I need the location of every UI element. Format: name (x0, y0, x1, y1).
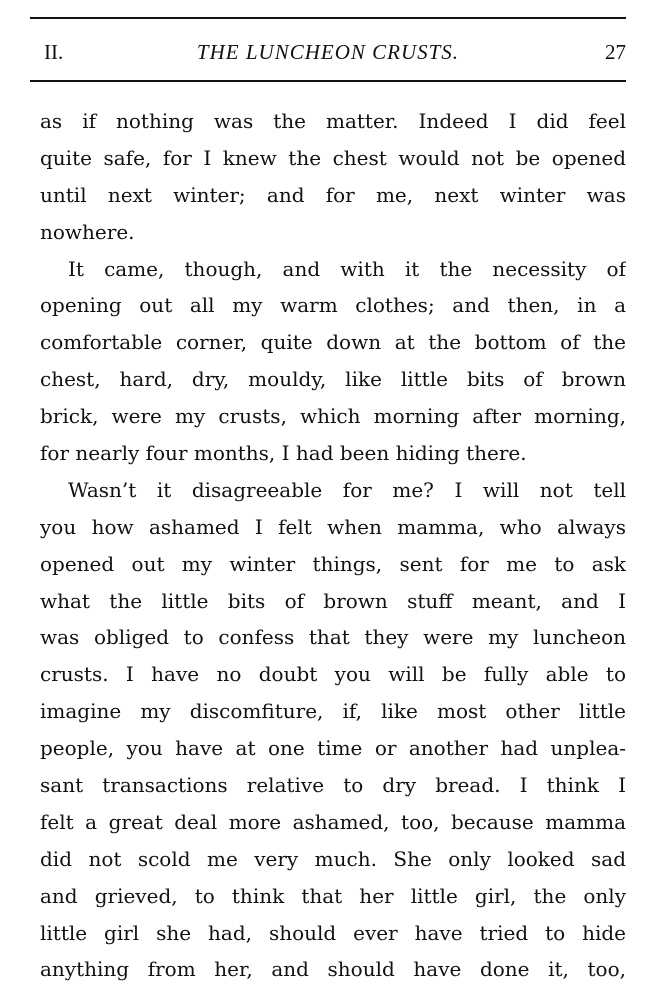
text-line: did not scold me very much. She only looked sad (40, 846, 626, 871)
text-line: little girl she had, should ever have tried to hide (40, 920, 626, 945)
text-line: felt a great deal more ashamed, too, because mamma (40, 809, 626, 834)
text-line: what the little bits of brown stuff meant, and I (40, 588, 626, 613)
text-line: crusts. I have no doubt you will be fully able to (40, 662, 626, 687)
text-line: opening out all my warm clothes; and then, in a (40, 293, 626, 318)
text-line: Wasn’t it disagreeable for me? I will not tell (68, 477, 626, 502)
text-line: comfortable corner, quite down at the bottom of the (40, 330, 626, 355)
header-top-rule (30, 17, 626, 19)
text-line: imagine my discomfiture, if, like most other little (40, 699, 626, 724)
text-line: brick, were my crusts, which morning after morning, (40, 404, 626, 429)
text-line: It came, though, and with it the necessity of (68, 256, 626, 281)
text-line: quite safe, for I knew the chest would not be opened (40, 145, 626, 170)
text-line: until next winter; and for me, next winter was (40, 182, 626, 207)
running-header (30, 40, 626, 70)
running-title: THE LUNCHEON CRUSTS. (196, 40, 460, 64)
text-line: chest, hard, dry, mouldy, like little bits of brown (40, 367, 626, 392)
text-line: people, you have at one time or another had unplea- (40, 736, 626, 761)
text-line: nowhere. (40, 219, 135, 244)
text-line: as if nothing was the matter. Indeed I did feel (40, 109, 626, 133)
text-line: and grieved, to think that her little girl, the only (40, 883, 626, 908)
text-line: was obliged to confess that they were my luncheon (40, 625, 626, 650)
chapter-number: II. (44, 40, 64, 64)
body-text (40, 103, 626, 988)
text-line: for nearly four months, I had been hiding there. (40, 441, 527, 466)
page-number: 27 (605, 40, 626, 64)
text-line: anything from her, and should have done it, too, (40, 957, 626, 982)
header-bottom-rule (30, 80, 626, 82)
text-line: you how ashamed I felt when mamma, who always (40, 514, 626, 539)
text-line: sant transactions relative to dry bread. I think I (40, 773, 626, 798)
text-line: opened out my winter things, sent for me to ask (40, 551, 626, 576)
